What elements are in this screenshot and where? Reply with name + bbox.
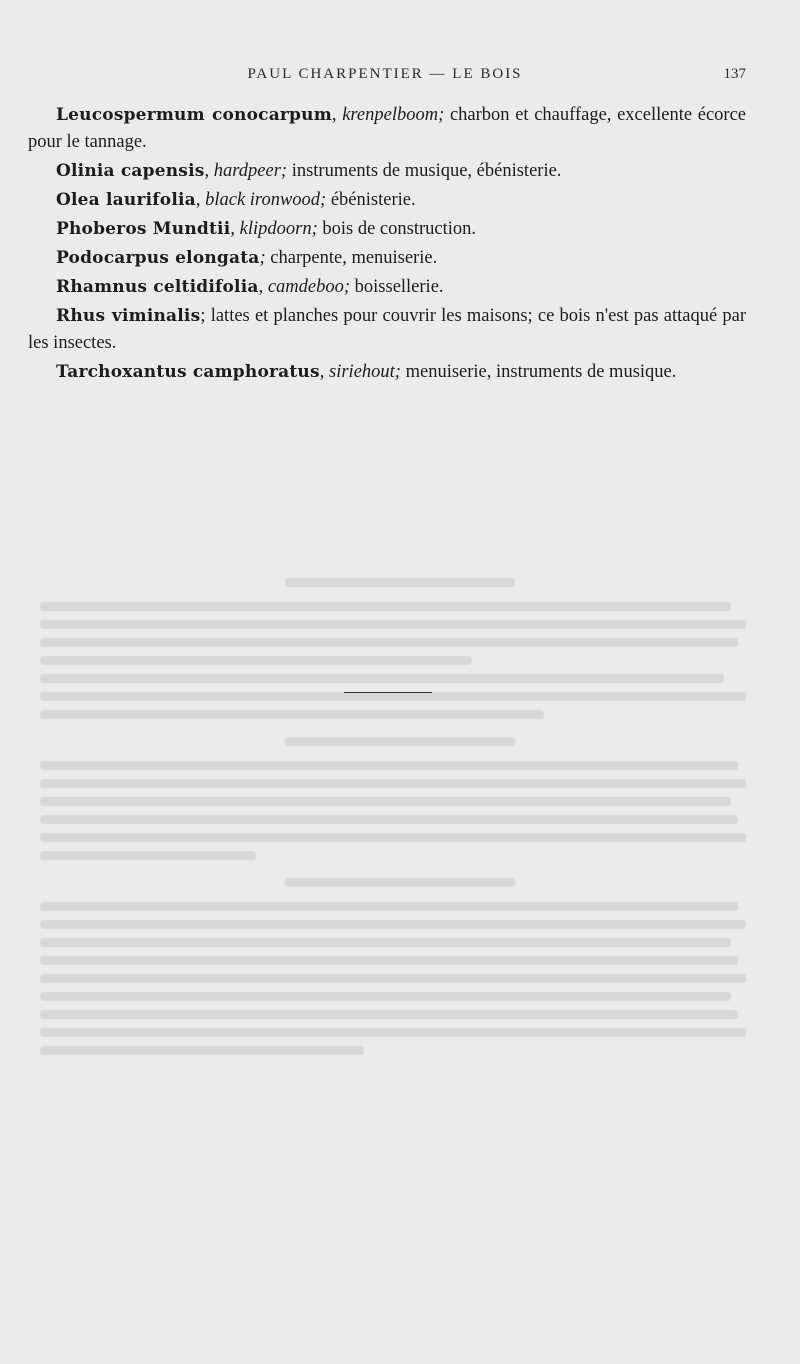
species-name: Olea laurifolia — [56, 190, 196, 210]
separator: , — [195, 190, 206, 210]
page-header — [0, 64, 800, 88]
species-entry — [28, 187, 746, 214]
species-name: Rhamnus celtidifolia — [56, 277, 259, 297]
vernacular-name: siriehout; — [329, 362, 401, 382]
vernacular-name: krenpelboom; — [342, 105, 445, 125]
species-name: Tarchoxantus camphoratus — [56, 362, 320, 382]
species-uses: ébénisterie. — [326, 190, 416, 210]
separator: , — [204, 161, 214, 181]
separator: , — [331, 105, 343, 125]
species-name: Olinia capensis — [56, 161, 205, 181]
species-name: Leucospermum conocarpum — [56, 105, 332, 125]
separator: , — [258, 277, 268, 297]
separator: , — [230, 219, 240, 239]
species-entry — [28, 102, 746, 156]
vernacular-name: black ironwood; — [205, 190, 327, 210]
species-entry — [28, 359, 746, 386]
species-uses: charpente, menuiserie. — [265, 248, 438, 268]
reverse-side-bleed-through — [40, 560, 760, 1320]
page-number: 137 — [723, 66, 746, 82]
species-entry — [28, 274, 746, 301]
vernacular-name: camdeboo; — [267, 277, 351, 297]
species-uses: instruments de musique, ébénisterie. — [287, 161, 562, 181]
vernacular-name: hardpeer; — [213, 161, 288, 181]
vernacular-name: klipdoorn; — [239, 219, 318, 239]
species-name: Phoberos Mundtii — [56, 219, 231, 239]
species-uses: menuiserie, instruments de musique. — [400, 362, 677, 382]
species-entry — [28, 303, 746, 357]
species-entry — [28, 245, 746, 272]
species-entry — [28, 158, 746, 185]
species-entry — [28, 216, 746, 243]
section-divider — [344, 692, 432, 693]
species-uses: bois de construction. — [317, 219, 476, 239]
running-head: PAUL CHARPENTIER — LE BOIS — [247, 66, 523, 82]
species-name: Rhus viminalis — [56, 306, 201, 326]
species-uses: boissellerie. — [350, 277, 444, 297]
separator: , — [319, 362, 330, 382]
species-list — [28, 102, 746, 388]
vernacular-name: ; — [259, 248, 266, 268]
species-name: Podocarpus elongata — [56, 248, 260, 268]
species-uses: charbon et chauffage, excellente écorce pour le tannage. — [28, 105, 746, 152]
species-uses: ; lattes et planches pour couvrir les maisons; ce bois n'est pas attaqué par les insectes. — [28, 306, 746, 353]
